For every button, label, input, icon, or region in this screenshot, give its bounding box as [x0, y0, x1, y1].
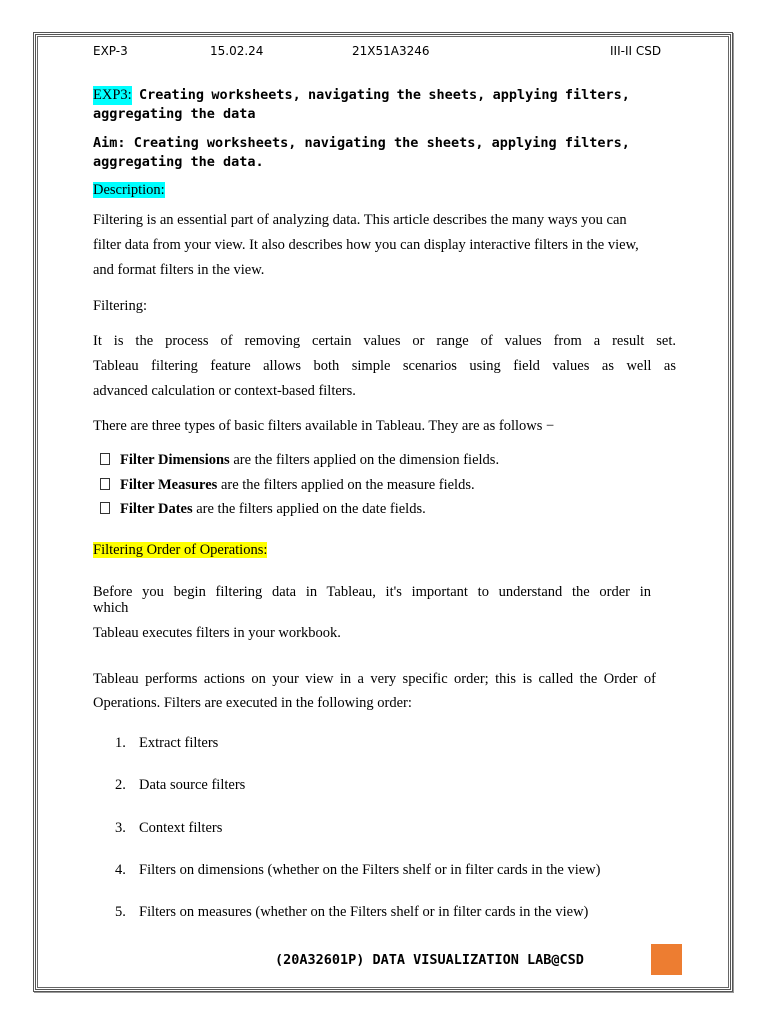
- order-heading: [93, 542, 267, 559]
- bullet-box-icon: [100, 453, 110, 465]
- bullet-box-icon: [100, 478, 110, 490]
- title-word: applying: [492, 87, 558, 103]
- title-word: Creating: [138, 87, 205, 103]
- bullet-text: are the filters applied on the dimension fields.: [229, 452, 500, 468]
- bullet-term: Filter Measures: [120, 477, 218, 493]
- list-text: Data source filters: [139, 777, 246, 793]
- bullet-term: Filter Dimensions: [120, 452, 230, 468]
- footer-orange-box: [651, 944, 682, 975]
- aim-word: applying: [491, 135, 557, 151]
- bullet-box-icon: [100, 502, 110, 514]
- aim-word: sheets,: [426, 135, 484, 151]
- paragraph-line: Tableau executes filters in your workbook.: [93, 625, 341, 641]
- paragraph-line: which: [93, 600, 129, 616]
- list-number: 3.: [115, 820, 126, 836]
- list-item: [100, 452, 499, 469]
- aim-word: Creating: [133, 135, 199, 151]
- aim: [93, 134, 630, 172]
- header-roll: 21X51A3246: [352, 44, 430, 58]
- paragraph-line: It is the process of removing certain values or range of values from a result set.: [93, 333, 676, 349]
- title-word: the: [396, 87, 422, 103]
- paragraph-line: Operations. Filters are executed in the following order:: [93, 695, 412, 711]
- paragraph-line: filter data from your view. It also describes how you can display interactive filters in the view,: [93, 237, 639, 253]
- title-word: sheets,: [428, 87, 486, 103]
- list-number: 5.: [115, 904, 126, 920]
- before-paragraph: [93, 584, 651, 641]
- header-exp: EXP-3: [93, 44, 128, 58]
- title-word: navigating: [308, 87, 390, 103]
- description-heading-text: Description:: [93, 182, 165, 198]
- list-text: Filters on measures (whether on the Filters shelf or in filter cards in the view): [139, 904, 589, 920]
- page-title: [93, 86, 630, 124]
- list-text: Context filters: [139, 820, 223, 836]
- list-number: 2.: [115, 777, 126, 793]
- paragraph-line: advanced calculation or context-based filters.: [93, 383, 356, 399]
- list-text: Filters on dimensions (whether on the Filters shelf or in filter cards in the view): [139, 862, 601, 878]
- filtering-label: Filtering:: [93, 298, 147, 314]
- list-item: [115, 862, 601, 879]
- title-label: EXP3:: [93, 87, 132, 103]
- paragraph-line: Before you begin filtering data in Tableau, it's important to understand the order in: [93, 584, 651, 600]
- bullet-text: are the filters applied on the measure fields.: [217, 477, 475, 493]
- list-item: [115, 820, 222, 837]
- title-word: filters,: [564, 87, 630, 103]
- aim-word: worksheets,: [206, 135, 297, 151]
- header-date: 15.02.24: [210, 44, 264, 58]
- aim-word: Aim:: [93, 135, 126, 151]
- header-class: III-II CSD: [610, 44, 662, 58]
- order-heading-text: Filtering Order of Operations:: [93, 542, 268, 558]
- list-number: 1.: [115, 735, 126, 751]
- aim-word: navigating: [304, 135, 386, 151]
- list-item: [115, 777, 245, 794]
- title-word: worksheets,: [211, 87, 301, 103]
- description-heading: [93, 182, 165, 199]
- bullet-term: Filter Dates: [120, 501, 193, 517]
- aim-word: the: [393, 135, 419, 151]
- list-item: [100, 477, 475, 494]
- paragraph-line: Tableau filtering feature allows both simple scenarios using field values as well as: [93, 358, 676, 374]
- list-item: [100, 501, 426, 518]
- paragraph-line: and format filters in the view.: [93, 262, 265, 278]
- paragraph-line: Tableau performs actions on your view in a very specific order; this is called the Order of: [93, 671, 656, 687]
- aim-line2: aggregating the data.: [93, 154, 264, 170]
- list-item: [115, 735, 218, 752]
- three-types-text: There are three types of basic filters available in Tableau. They are as follows −: [93, 418, 555, 434]
- title-line2: aggregating the data: [93, 106, 256, 122]
- list-item: [115, 904, 588, 921]
- paragraph-line: Filtering is an essential part of analyzing data. This article describes the many ways you can: [93, 212, 627, 228]
- bullet-text: are the filters applied on the date fields.: [192, 501, 426, 517]
- aim-word: filters,: [564, 135, 630, 151]
- list-number: 4.: [115, 862, 126, 878]
- page-footer: (20A32601P) DATA VISUALIZATION LAB@CSD: [275, 952, 584, 968]
- process-paragraph: [93, 329, 676, 404]
- list-text: Extract filters: [139, 735, 219, 751]
- performs-paragraph: [93, 667, 656, 715]
- description-paragraph: [93, 208, 683, 283]
